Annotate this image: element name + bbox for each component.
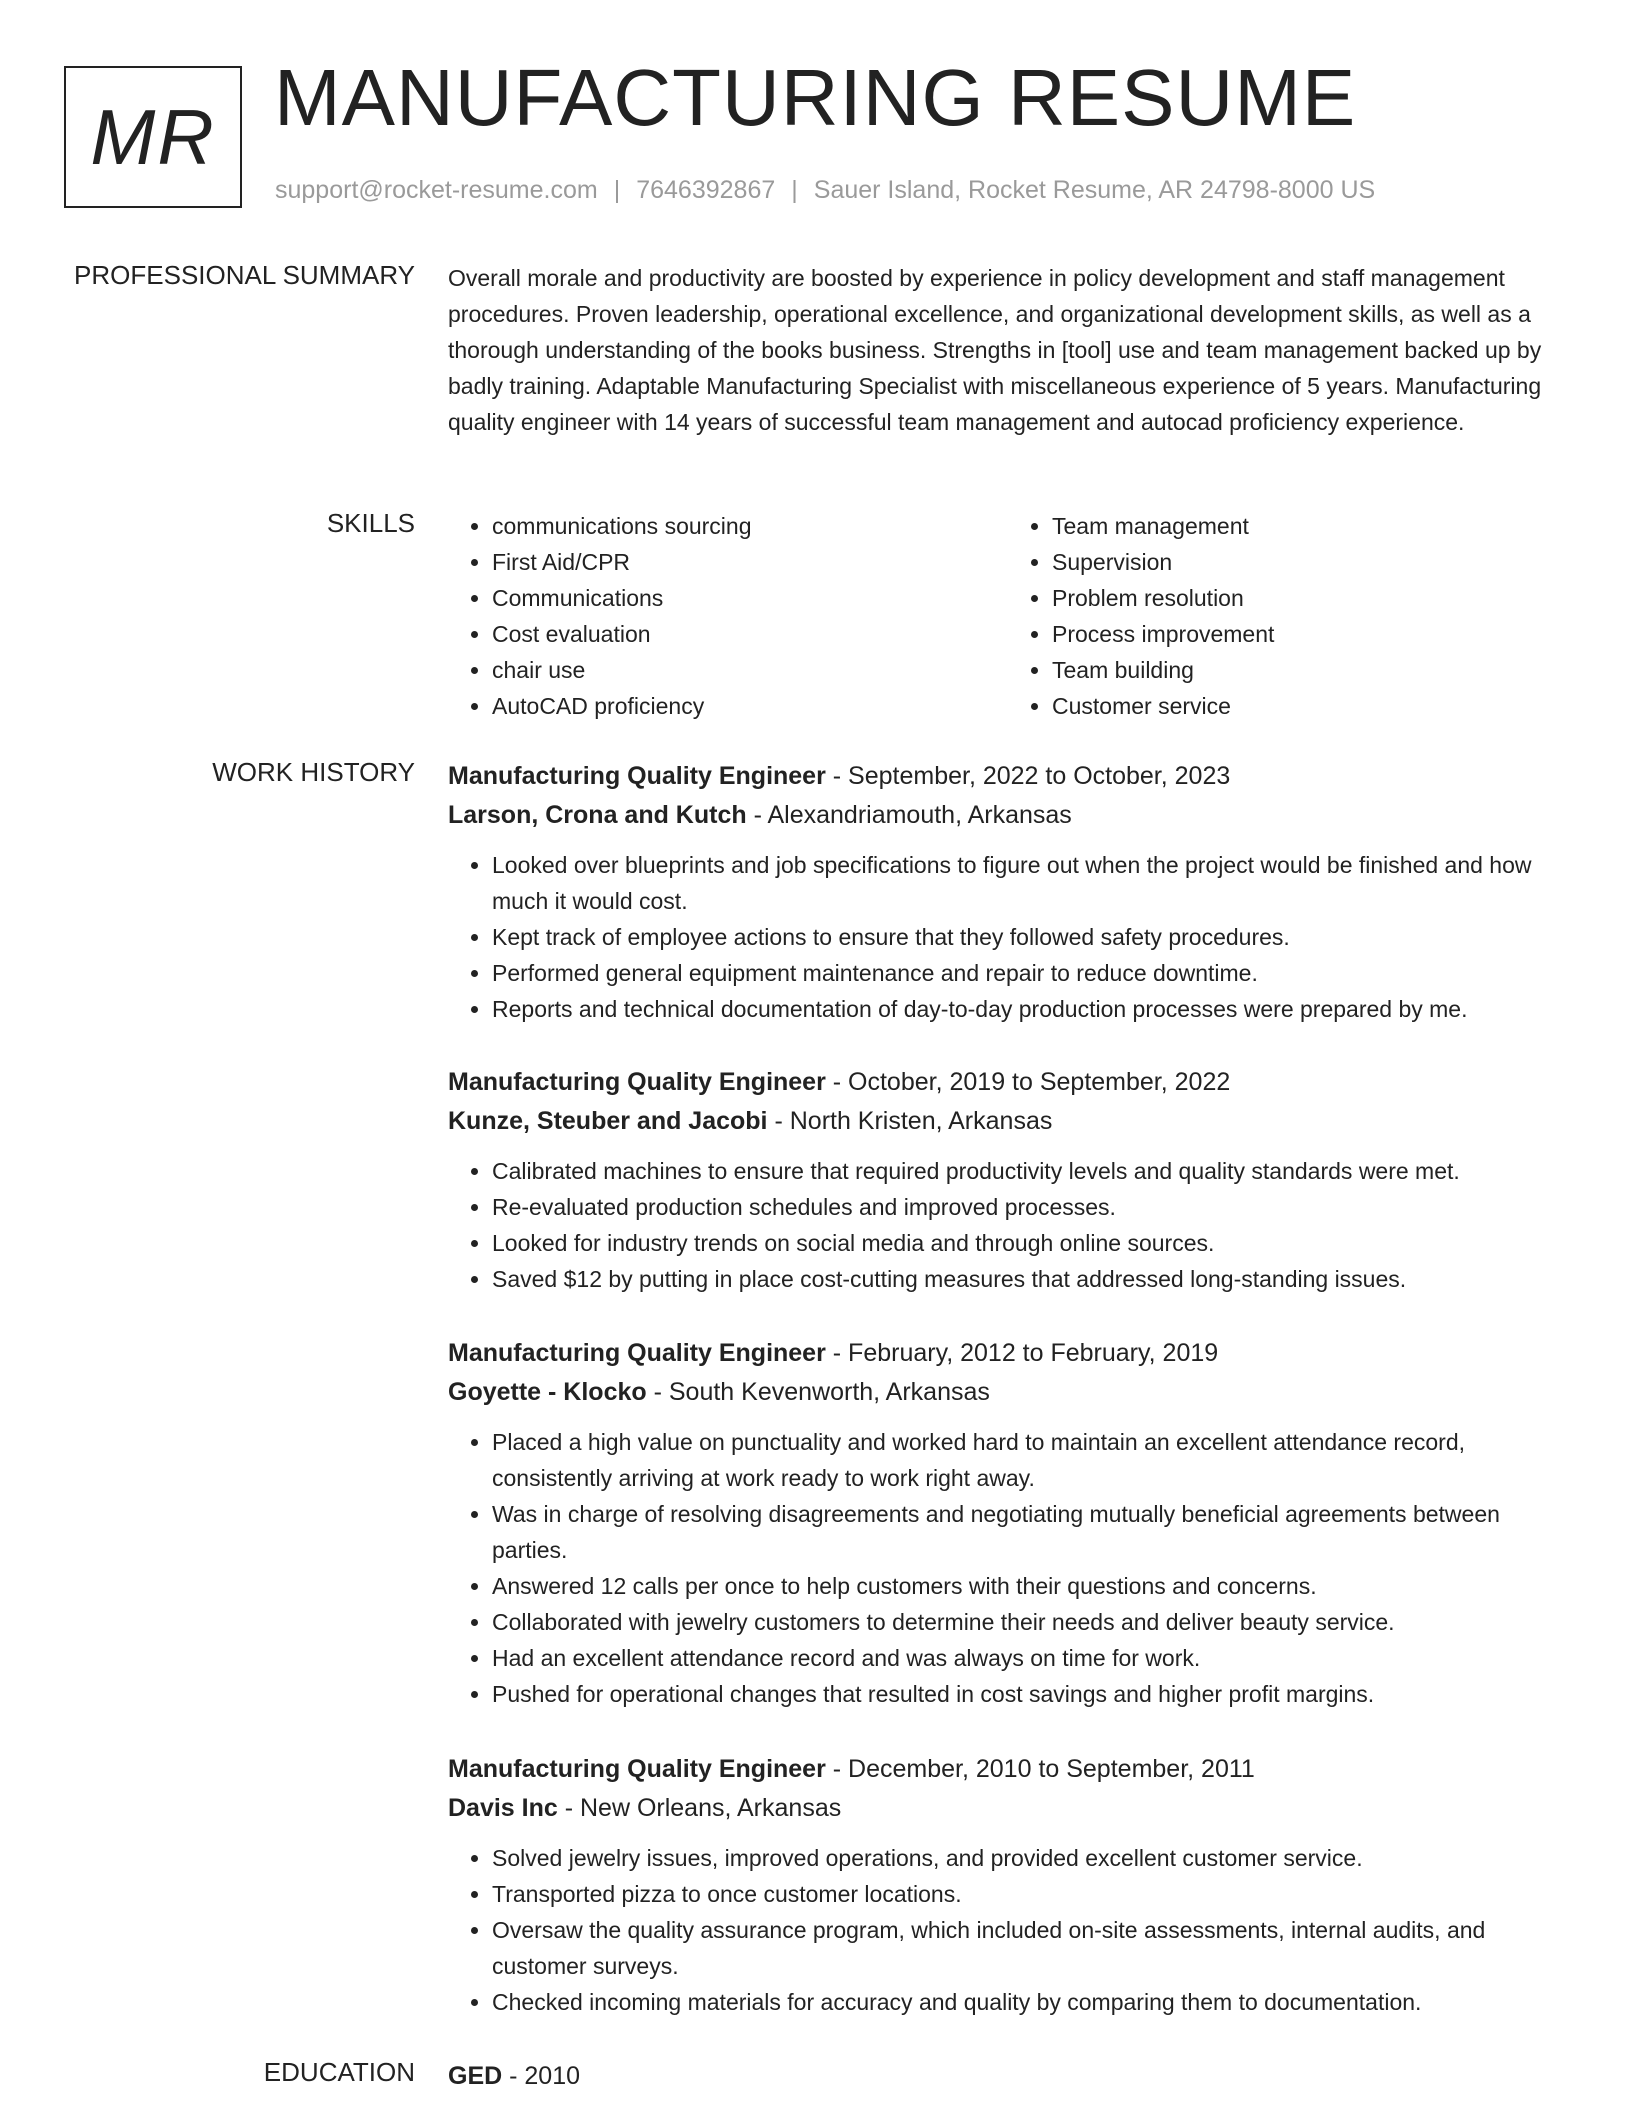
job-bullets	[448, 1153, 1568, 1297]
job-dates: - December, 2010 to September, 2011	[825, 1755, 1255, 1783]
job-company: Larson, Crona and Kutch	[448, 801, 747, 829]
job-bullet: • Kept track of employee actions to ensure that they followed safety procedures.	[492, 919, 1568, 955]
job-bullet: • Answered 12 calls per once to help customers with their questions and concerns.	[492, 1568, 1568, 1604]
skill-item: • First Aid/CPR	[492, 544, 1008, 580]
skill-item: • Team management	[1052, 508, 1568, 544]
job-location: - North Kristen, Arkansas	[767, 1107, 1053, 1135]
education-year: - 2010	[502, 2062, 581, 2090]
contact-separator: |	[613, 176, 621, 204]
job-bullet: • Looked over blueprints and job specifications to figure out when the project would be finished and how much it would cost.	[492, 847, 1568, 919]
job-entry	[448, 757, 1568, 1027]
job-entry	[448, 1750, 1568, 2020]
job-title-line	[448, 757, 1568, 796]
skill-item: • Team building	[1052, 652, 1568, 688]
job-title: Manufacturing Quality Engineer	[448, 1339, 826, 1367]
contact-phone: 7646392867	[636, 176, 776, 204]
job-title: Manufacturing Quality Engineer	[448, 1755, 826, 1783]
job-bullet: • Oversaw the quality assurance program, which included on-site assessments, internal audits, and customer surveys.	[492, 1912, 1568, 1984]
section-heading-skills: SKILLS	[326, 508, 415, 538]
job-company-line	[448, 1102, 1568, 1141]
job-entry	[448, 1063, 1568, 1297]
skill-item: • Supervision	[1052, 544, 1568, 580]
job-company-line	[448, 796, 1568, 835]
job-bullet: • Collaborated with jewelry customers to determine their needs and deliver beauty service.	[492, 1604, 1568, 1640]
contact-address: Sauer Island, Rocket Resume, AR 24798-8000 US	[813, 176, 1376, 204]
job-dates: - September, 2022 to October, 2023	[825, 762, 1231, 790]
resume-title: MANUFACTURING RESUME	[274, 53, 1357, 142]
education-degree: GED	[448, 2062, 503, 2090]
job-bullet: • Was in charge of resolving disagreements and negotiating mutually beneficial agreements between parties.	[492, 1496, 1568, 1568]
job-bullet: • Saved $12 by putting in place cost-cutting measures that addressed long-standing issues.	[492, 1261, 1568, 1297]
job-location: - New Orleans, Arkansas	[557, 1794, 842, 1822]
section-heading-education: EDUCATION	[263, 2057, 415, 2087]
job-title-line	[448, 1750, 1568, 1789]
job-company: Goyette - Klocko	[448, 1378, 647, 1406]
job-bullet: • Placed a high value on punctuality and worked hard to maintain an excellent attendance record, consistently arriving at work ready to work right away.	[492, 1424, 1568, 1496]
job-bullet: • Solved jewelry issues, improved operations, and provided excellent customer service.	[492, 1840, 1568, 1876]
job-bullet: • Calibrated machines to ensure that required productivity levels and quality standards were met.	[492, 1153, 1568, 1189]
skills-column-1	[448, 508, 1008, 724]
summary-text: Overall morale and productivity are boosted by experience in policy development and staff management procedures. Proven leadership, operational excellence, and organizational development skills, as well as a thorough understanding of the books business. Strengths in [tool] use and team management backed up by badly training. Adaptable Manufacturing Specialist with miscellaneous experience of 5 years. Manufacturing quality engineer with 14 years of successful team management and autocad proficiency experience.	[448, 265, 1542, 435]
job-dates: - February, 2012 to February, 2019	[825, 1339, 1219, 1367]
skills-body	[448, 508, 1568, 724]
skill-item: • AutoCAD proficiency	[492, 688, 1008, 724]
job-company: Kunze, Steuber and Jacobi	[448, 1107, 768, 1135]
skill-item: • Problem resolution	[1052, 580, 1568, 616]
skill-item: • communications sourcing	[492, 508, 1008, 544]
job-bullets	[448, 1840, 1568, 2020]
contact-separator: |	[791, 176, 798, 204]
skill-item: • Process improvement	[1052, 616, 1568, 652]
summary-body	[448, 260, 1568, 440]
contact-email: support@rocket-resume.com	[275, 176, 598, 204]
skill-item: • Communications	[492, 580, 1008, 616]
skills-column-2	[1008, 508, 1568, 724]
job-bullet: • Checked incoming materials for accuracy and quality by comparing them to documentation.	[492, 1984, 1568, 2020]
monogram-logo: MR	[64, 66, 242, 208]
job-title-line	[448, 1334, 1568, 1373]
job-bullets	[448, 847, 1568, 1027]
job-entry	[448, 1334, 1568, 1712]
job-company-line	[448, 1373, 1568, 1412]
job-bullet: • Had an excellent attendance record and was always on time for work.	[492, 1640, 1568, 1676]
job-bullet: • Pushed for operational changes that resulted in cost savings and higher profit margins.	[492, 1676, 1568, 1712]
section-heading-work: WORK HISTORY	[212, 757, 415, 787]
job-title: Manufacturing Quality Engineer	[448, 1068, 826, 1096]
education-body	[448, 2057, 1568, 2096]
skill-item: • chair use	[492, 652, 1008, 688]
job-title-line	[448, 1063, 1568, 1102]
education-line	[448, 2057, 1568, 2096]
job-dates: - October, 2019 to September, 2022	[825, 1068, 1231, 1096]
job-bullet: • Looked for industry trends on social media and through online sources.	[492, 1225, 1568, 1261]
section-heading-summary: PROFESSIONAL SUMMARY	[74, 260, 415, 290]
job-bullet: • Re-evaluated production schedules and improved processes.	[492, 1189, 1568, 1225]
job-bullet: • Reports and technical documentation of day-to-day production processes were prepared by me.	[492, 991, 1568, 1027]
job-company: Davis Inc	[448, 1794, 558, 1822]
job-location: - South Kevenworth, Arkansas	[646, 1378, 990, 1406]
job-bullets	[448, 1424, 1568, 1712]
job-company-line	[448, 1789, 1568, 1828]
job-bullet: • Performed general equipment maintenance and repair to reduce downtime.	[492, 955, 1568, 991]
job-title: Manufacturing Quality Engineer	[448, 762, 826, 790]
skill-item: • Customer service	[1052, 688, 1568, 724]
job-bullet: • Transported pizza to once customer locations.	[492, 1876, 1568, 1912]
contact-line	[275, 176, 1375, 205]
skill-item: • Cost evaluation	[492, 616, 1008, 652]
job-location: - Alexandriamouth, Arkansas	[746, 801, 1072, 829]
